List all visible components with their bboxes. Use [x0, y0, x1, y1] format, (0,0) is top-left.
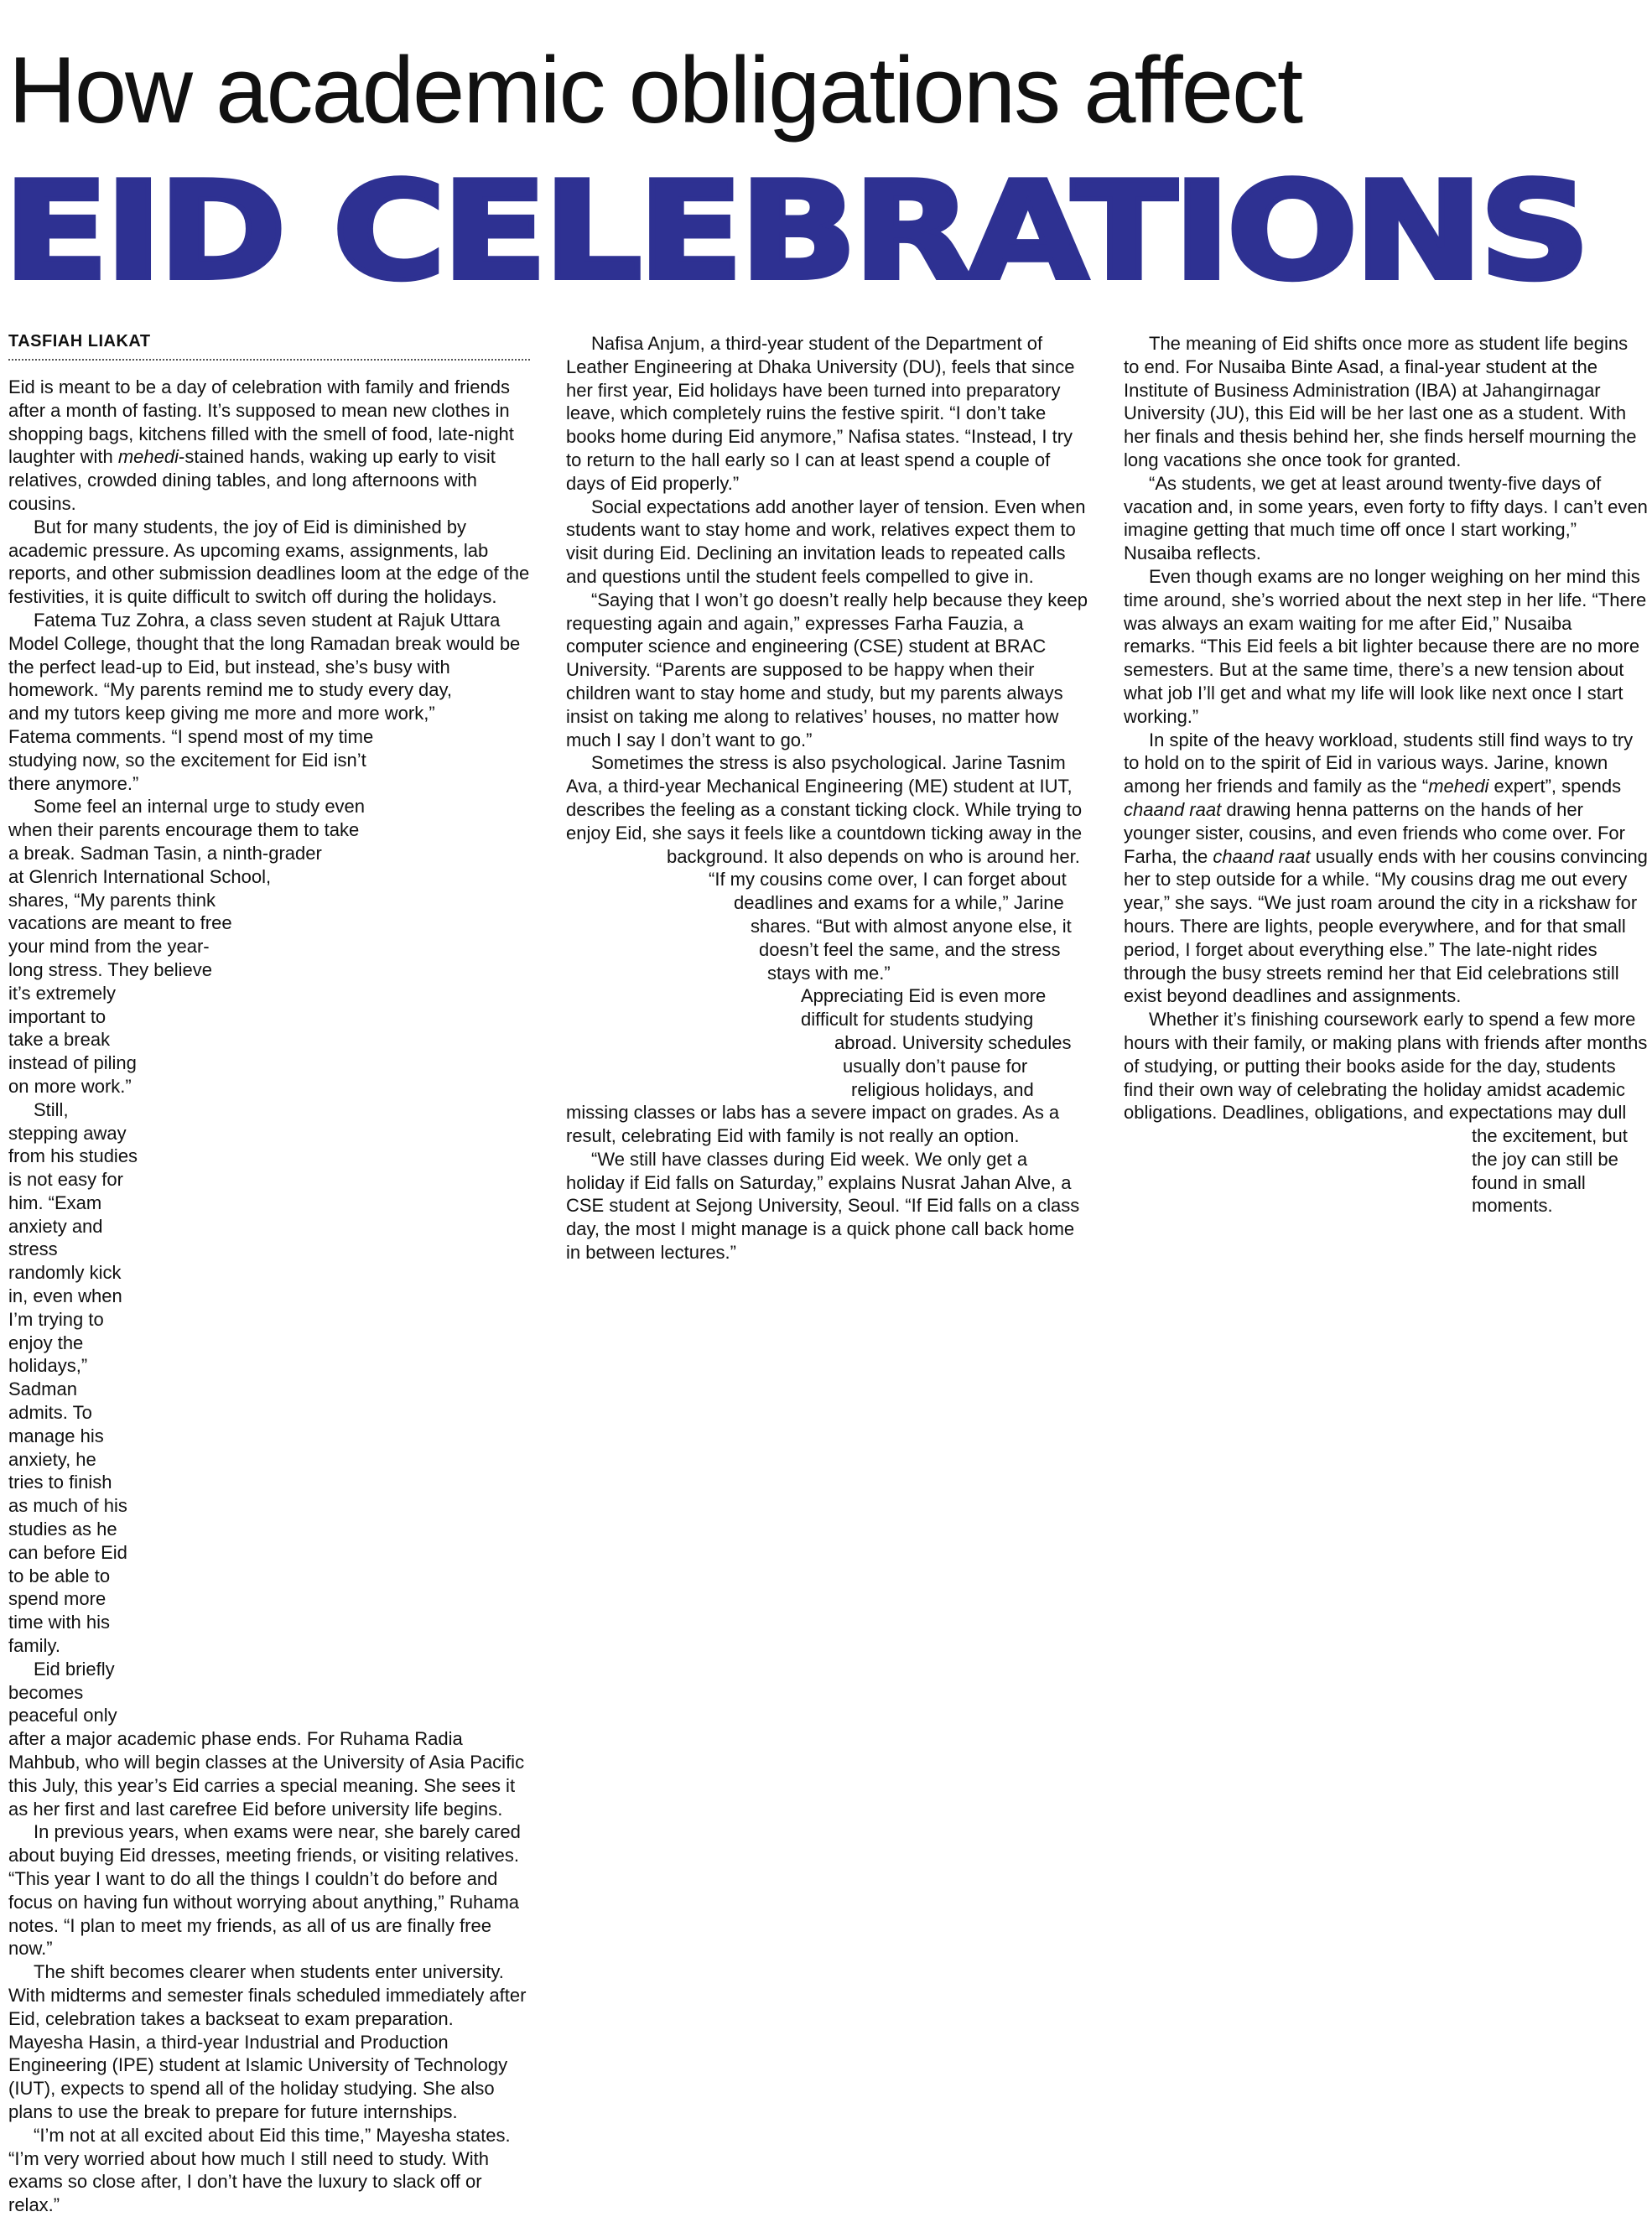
article-column-1 — [8, 376, 532, 2217]
kicker-title: EID CELEBRATIONS — [3, 153, 1587, 309]
paragraph: Appreciating Eid is even more difficult for students studying abroad. University schedules usually don’t pause for religious holidays, and missing classes or labs has a severe impact on grades. As a result, celebrating Eid with family is not really an option. — [566, 985, 1072, 1147]
paragraph: In previous years, when exams were near, she barely cared about buying Eid dresses, meeting friends, or visiting relatives. “This year I want to do all the things I couldn’t do before and focus on having fun without worrying about anything,” Ruhama notes. “I plan to meet my friends, as all of us are finally free now.” — [8, 1821, 521, 1960]
paragraph: Whether it’s finishing coursework early to spend a few more hours with their family, or making plans with friends after months of studying, or putting their books aside for the day, students find their own way of celebrating the holiday amidst academic obligations. Deadlines, obligations, and expectations may dull the excitement, but the joy can still be found in small moments. — [1124, 1009, 1648, 1217]
paragraph: Fatema Tuz Zohra, a class seven student at Rajuk Uttara Model College, thought that the long Ramadan break would be the perfect lead-up to Eid, but instead, she’s busy with homework. “My parents remind me to study every day, and my tutors keep giving me more and more work,” Fatema comments. “I spend most of my time studying now, so the excitement for Eid isn’t there anymore.” — [8, 609, 521, 794]
paragraph: Even though exams are no longer weighing on her mind this time around, she’s worried about the next step in her life. “There was always an exam waiting for me after Eid,” Nusaiba remarks. “This Eid feels a bit lighter because there are no more semesters. But at the same time, there’s a new tension about what job I’ll get and what my life will look like next once I start working.” — [1124, 565, 1647, 727]
paragraph: Sometimes the stress is also psychological. Jarine Tasnim Ava, a third-year Mechanical Engineering (ME) student at IUT, describes the feeling as a constant ticking clock. While trying to enjoy Eid, she says it feels like a countdown ticking away in the background. It also depends on who is around her. “If my cousins come over, I can forget about deadlines and exams for a while,” Jarine shares. “But with almost anyone else, it doesn’t feel the same, and the stress stays with me.” — [566, 752, 1083, 984]
paragraph: In spite of the heavy workload, students still find ways to try to hold on to the spirit of Eid in various ways. Jarine, known among her friends and family as the “mehedi expert”, spends chaand raat drawing henna patterns on the hands of her younger sister, cousins, and even friends who come over. For Farha, the chaand raat usually ends with her cousins convincing her to step outside for a while. “My cousins drag me out every year,” she says. “We just roam around the city in a rickshaw for hours. There are lights, people everywhere, and for that small period, I forget about everything else.” The late-night rides through the busy streets remind her that Eid celebrations still exist beyond deadlines and assignments. — [1124, 729, 1648, 1007]
paragraph: Social expectations add another layer of tension. Even when students want to stay home and work, relatives expect them to visit during Eid. Declining an invitation leads to repeated calls and questions until the student feels compelled to give in. — [566, 496, 1086, 587]
paragraph: Eid briefly becomes peaceful only after a major academic phase ends. For Ruhama Radia Mahbub, who will begin classes at the University of Asia Pacific this July, this year’s Eid carries a special meaning. She sees it as her first and last carefree Eid before university life begins. — [8, 1658, 525, 1820]
paragraph: “I’m not at all excited about Eid this time,” Mayesha states. “I’m very worried about how much I still need to study. With exams so close after, I don’t have the luxury to slack off or relax.” — [8, 2124, 511, 2216]
paragraph: “As students, we get at least around twenty-five days of vacation and, in some years, even forty to fifty days. I can’t even imagine getting that much time off once I start working,” Nusaiba reflects. — [1124, 472, 1648, 564]
paragraph: Some feel an internal urge to study even when their parents encourage them to take a break. Sadman Tasin, a ninth-grader at Glenrich International School, shares, “My parents think vacations are meant to free your mind from the year-long stress. They believe it’s extremely important to take a break instead of piling on more work.” — [8, 796, 366, 1097]
article-column-2 — [566, 332, 1090, 1264]
byline-divider — [8, 359, 530, 361]
paragraph: The meaning of Eid shifts once more as student life begins to end. For Nusaiba Binte Asad, a final-year student at the Institute of Business Administration (IBA) at Jahangirnagar University (JU), this Eid will be her last one as a student. With her finals and thesis behind her, she finds herself mourning the long vacations she once took for granted. — [1124, 333, 1637, 470]
paragraph: Still, stepping away from his studies is not easy for him. “Exam anxiety and stress randomly kick in, even when I’m trying to enjoy the holidays,” Sadman admits. To manage his anxiety, he tries to finish as much of his studies as he can before Eid to be able to spend more time with his family. — [8, 1098, 138, 1657]
headline: How academic obligations affect — [8, 38, 1302, 143]
paragraph: “Saying that I won’t go doesn’t really help because they keep requesting again and again,” expresses Farha Fauzia, a computer science and engineering (CSE) student at BRAC University. “Parents are supposed to be happy when their children want to stay home and study, but my parents always insist on taking me along to relatives’ houses, no matter how much I say I don’t want to go.” — [566, 589, 1088, 750]
paragraph: “We still have classes during Eid week. We only get a holiday if Eid falls on Saturday,” explains Nusrat Jahan Alve, a CSE student at Sejong University, Seoul. “If Eid falls on a class day, the most I might manage is a quick phone call back home in between lectures.” — [566, 1148, 1080, 1264]
byline: TASFIAH LIAKAT — [8, 332, 151, 350]
paragraph: Nafisa Anjum, a third-year student of the Department of Leather Engineering at Dhaka University (DU), feels that since her first year, Eid holidays have been turned into preparatory leave, which completely ruins the festive spirit. “I don’t take books home during Eid anymore,” Nafisa states. “Instead, I try to return to the hall early so I can at least spend a couple of days of Eid properly.” — [566, 333, 1075, 494]
article-column-3 — [1124, 332, 1648, 1264]
paragraph: The shift becomes clearer when students enter university. With midterms and semester finals scheduled immediately after Eid, celebration takes a backseat to exam preparation. Mayesha Hasin, a third-year Industrial and Production Engineering (IPE) student at Islamic University of Technology (IUT), expects to spend all of the holiday studying. She also plans to use the break to prepare for future internships. — [8, 1961, 527, 2122]
paragraph: Eid is meant to be a day of celebration with family and friends after a month of fasting. It’s supposed to mean new clothes in shopping bags, kitchens filled with the smell of food, late-night laughter with mehedi-stained hands, waking up early to visit relatives, crowded dining tables, and long afternoons with cousins. — [8, 376, 514, 514]
paragraph: But for many students, the joy of Eid is diminished by academic pressure. As upcoming exams, assignments, lab reports, and other submission deadlines loom at the edge of the festivities, it is quite difficult to switch off during the holidays. — [8, 516, 530, 608]
